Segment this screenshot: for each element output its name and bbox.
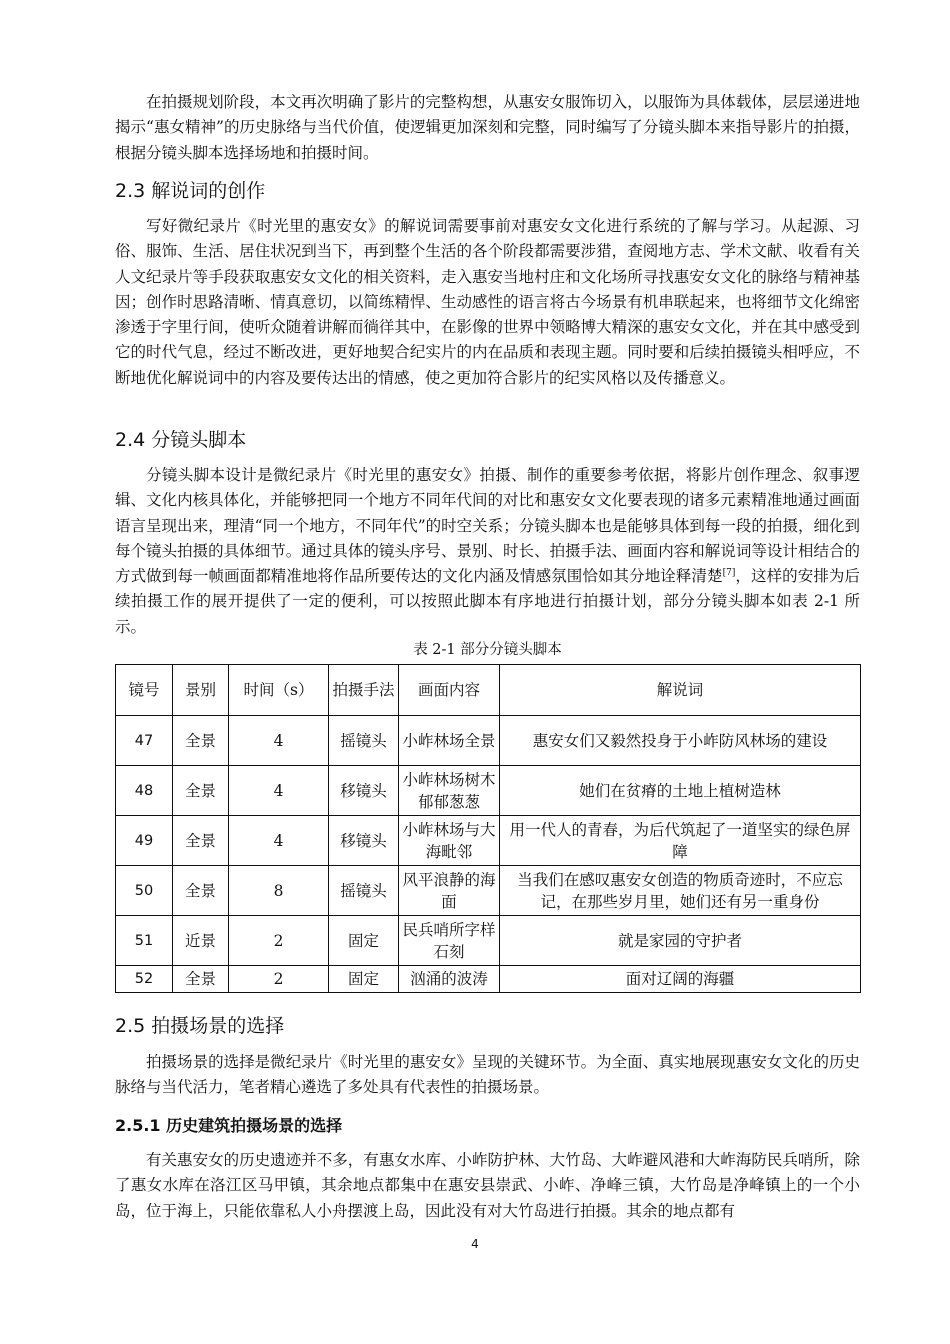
cell-frame-content: 小岞林场与大海毗邻 <box>399 816 500 866</box>
heading-2-5: 2.5 拍摄场景的选择 <box>115 1015 285 1037</box>
paragraph-storyboard <box>115 463 860 640</box>
cell-shot-size: 全景 <box>173 816 229 866</box>
cell-technique: 摇镜头 <box>329 716 399 766</box>
cell-frame-content: 风平浪静的海面 <box>399 866 500 916</box>
citation: [7] <box>722 568 736 579</box>
table-row <box>116 866 861 916</box>
cell-duration: 4 <box>229 816 329 866</box>
cell-duration: 4 <box>229 716 329 766</box>
cell-shot-number: 47 <box>116 716 173 766</box>
cell-frame-content: 小岞林场树木郁郁葱葱 <box>399 766 500 816</box>
table-row <box>116 966 861 993</box>
cell-shot-size: 全景 <box>173 866 229 916</box>
table-row <box>116 716 861 766</box>
header-frame-content: 画面内容 <box>399 665 500 716</box>
cell-technique: 移镜头 <box>329 766 399 816</box>
cell-shot-number: 50 <box>116 866 173 916</box>
header-narration: 解说词 <box>500 665 861 716</box>
table-row <box>116 916 861 966</box>
cell-technique: 移镜头 <box>329 816 399 866</box>
paragraph-historic-sites: 有关惠安女的历史遗迹并不多，有惠女水库、小岞防护林、大竹岛、大岞避风港和大岞海防民兵哨所，除了惠女水库在洛江区马甲镇，其余地点都集中在惠安县崇武、小岞、净峰三镇，大竹岛是净峰镇上的一个小岛，位于海上，只能依靠私人小舟摆渡上岛，因此没有对大竹岛进行拍摄。其余的地点都有 <box>115 1151 860 1220</box>
storyboard-table <box>115 664 861 993</box>
paragraph-storyboard-text-b: ，这样的安排为后续拍摄工作的展开提供了一定的便利，可以按照此脚本有序地进行拍摄计划，部分分镜头脚本如表 2-1 所示。 <box>115 567 860 636</box>
table-header-row <box>116 665 861 716</box>
table-caption: 表 2-1 部分分镜头脚本 <box>413 642 562 658</box>
cell-shot-size: 全景 <box>173 716 229 766</box>
header-shot-size: 景别 <box>173 665 229 716</box>
cell-technique: 固定 <box>329 966 399 993</box>
paragraph-scene-selection: 拍摄场景的选择是微纪录片《时光里的惠安女》呈现的关键环节。为全面、真实地展现惠安女文化的历史脉络与当代活力，笔者精心遴选了多处具有代表性的拍摄场景。 <box>115 1053 860 1097</box>
cell-shot-size: 全景 <box>173 766 229 816</box>
header-technique: 拍摄手法 <box>329 665 399 716</box>
cell-frame-content: 民兵哨所字样石刻 <box>399 916 500 966</box>
cell-duration: 2 <box>229 966 329 993</box>
cell-frame-content: 汹涌的波涛 <box>399 966 500 993</box>
cell-shot-number: 49 <box>116 816 173 866</box>
paragraph-planning: 在拍摄规划阶段，本文再次明确了影片的完整构想，从惠安女服饰切入，以服饰为具体载体，层层递进地揭示“惠女精神”的历史脉络与当代价值，使逻辑更加深刻和完整，同时编写了分镜头脚本来指导影片的拍摄，根据分镜头脚本选择场地和拍摄时间。 <box>115 93 860 162</box>
cell-shot-number: 48 <box>116 766 173 816</box>
cell-narration: 惠安女们又毅然投身于小岞防风林场的建设 <box>500 716 861 766</box>
header-duration: 时间（s） <box>229 665 329 716</box>
cell-narration: 当我们在感叹惠安女创造的物质奇迹时，不应忘记，在那些岁月里，她们还有另一重身份 <box>500 866 861 916</box>
cell-narration: 她们在贫瘠的土地上植树造林 <box>500 766 861 816</box>
header-shot-number: 镜号 <box>116 665 173 716</box>
heading-2-4: 2.4 分镜头脚本 <box>115 429 247 451</box>
paragraph-narration: 写好微纪录片《时光里的惠安女》的解说词需要事前对惠安女文化进行系统的了解与学习。从起源、习俗、服饰、生活、居住状况到当下，再到整个生活的各个阶段都需要涉猎，查阅地方志、学术文献、收看有关人文纪录片等手段获取惠安女文化的相关资料，走入惠安当地村庄和文化场所寻找惠安女文化的脉络与精神基因；创作时思路清晰、情真意切，以简练精悍、生动感性的语言将古今场景有机串联起来，也将细节文化绵密渗透于字里行间，使听众随着讲解而徜徉其中，在影像的世界中领略博大精深的惠安女文化，并在其中感受到它的时代气息，经过不断改进，更好地契合纪实片的内在品质和表现主题。同时要和后续拍摄镜头相呼应，不断地优化解说词中的内容及要传达出的情感，使之更加符合影片的纪实风格以及传播意义。 <box>115 217 860 387</box>
paragraph-storyboard-text-a: 分镜头脚本设计是微纪录片《时光里的惠安女》拍摄、制作的重要参考依据，将影片创作理念、叙事逻辑、文化内核具体化，并能够把同一个地方不同年代间的对比和惠安女文化要表现的诸多元素精准地通过画面语言呈现出来，理清“同一个地方，不同年代”的时空关系；分镜头脚本也是能够具体到每一段的拍摄，细化到每个镜头拍摄的具体细节。通过具体的镜头序号、景别、时长、拍摄手法、画面内容和解说词等设计相结合的方式做到每一帧画面都精准地将作品所要传达的文化内涵及情感氛围恰如其分地诠释清楚 <box>115 466 860 586</box>
page-number: 4 <box>471 1237 479 1251</box>
cell-shot-number: 52 <box>116 966 173 993</box>
heading-2-3: 2.3 解说词的创作 <box>115 180 266 202</box>
table-row <box>116 766 861 816</box>
cell-technique: 摇镜头 <box>329 866 399 916</box>
cell-duration: 4 <box>229 766 329 816</box>
table-row <box>116 816 861 866</box>
cell-shot-number: 51 <box>116 916 173 966</box>
cell-shot-size: 全景 <box>173 966 229 993</box>
cell-narration: 面对辽阔的海疆 <box>500 966 861 993</box>
heading-2-5-1: 2.5.1 历史建筑拍摄场景的选择 <box>115 1116 343 1135</box>
cell-narration: 用一代人的青春，为后代筑起了一道坚实的绿色屏障 <box>500 816 861 866</box>
cell-duration: 2 <box>229 916 329 966</box>
cell-frame-content: 小岞林场全景 <box>399 716 500 766</box>
cell-narration: 就是家园的守护者 <box>500 916 861 966</box>
cell-shot-size: 近景 <box>173 916 229 966</box>
cell-technique: 固定 <box>329 916 399 966</box>
cell-duration: 8 <box>229 866 329 916</box>
